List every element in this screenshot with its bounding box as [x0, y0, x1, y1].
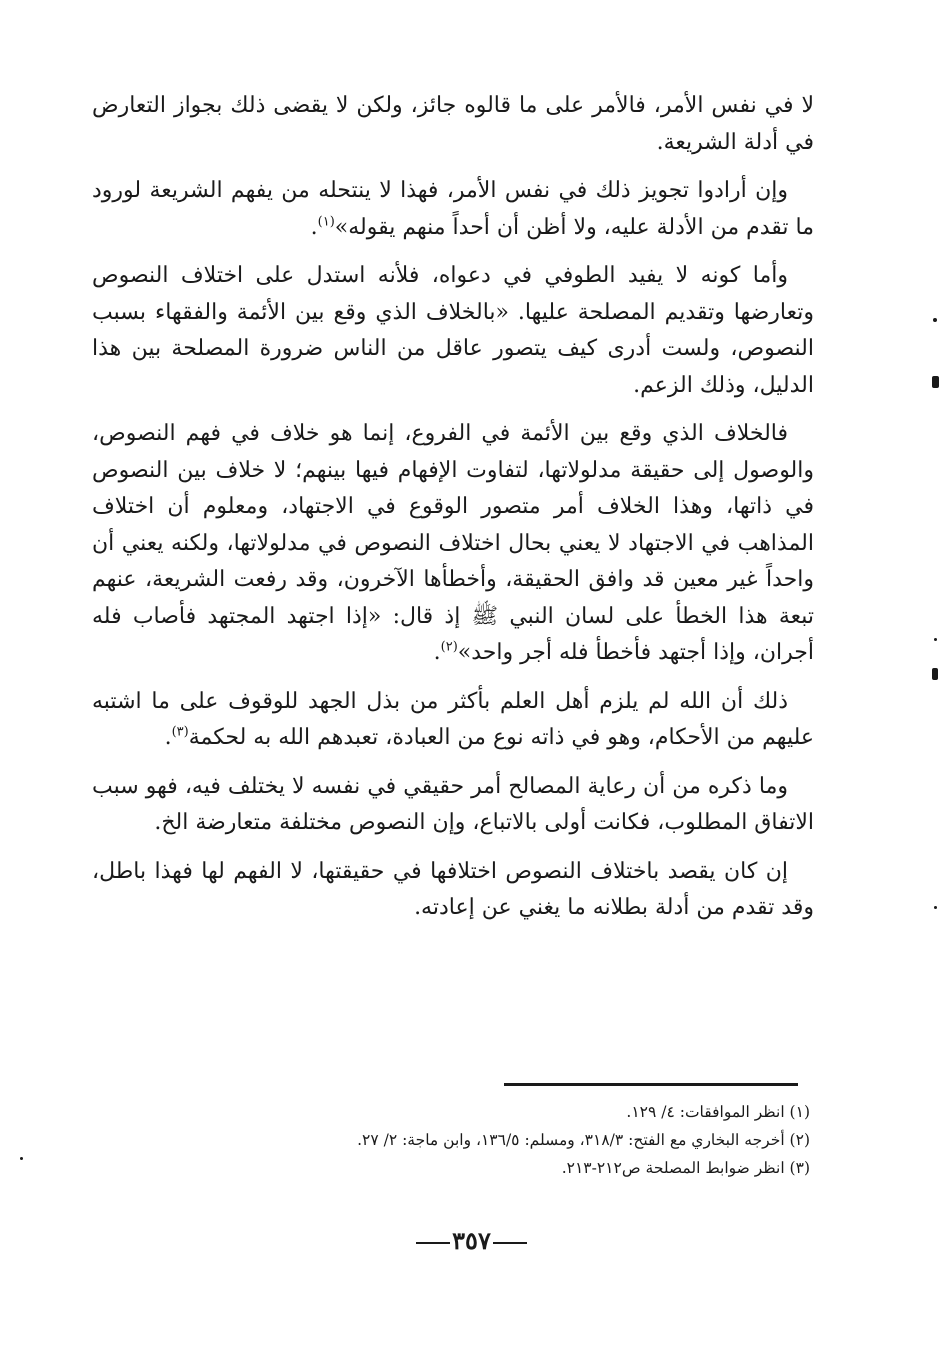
- scan-mark: [20, 1157, 23, 1160]
- footnote-separator: [504, 1083, 798, 1086]
- scan-mark: [934, 638, 937, 641]
- paragraph: فالخلاف الذي وقع بين الأئمة في الفروع، إنما هو خلاف في فهم النصوص، والوصول إلى حقيقة مدلولاتها، لتفاوت الإفهام فيها بينهم؛ لا خلاف بين النصوص في ذاتها، وهذا الخلاف أمر متصور الوقوع في الاجتهاد، ومعلوم أن اختلاف المذاهب في الاجتهاد لا يعني بحال اختلاف النصوص في مدلولاتها، ولكنه يعني أن واحداً غير معين قد وافق الحقيقة، وأخطأها الآخرون، وقد رفعت الشريعة، عنهم تبعة هذا الخطأ على لسان النبي ﷺ إذ قال: «إذا اجتهد المجتهد فأصاب فله أجران، وإذا أجتهد فأخطأ فله أجر واحد»$^{(٢)}$.: [92, 421, 814, 665]
- footnote: (٢) أخرجه البخاري مع الفتح: ٣١٨/٣، ومسلم: ١٣٦/٥، وابن ماجة: ٢/ ٢٧.: [357, 1131, 810, 1149]
- paragraph: ذلك أن الله لم يلزم أهل العلم بأكثر من بذل الجهد للوقوف على ما اشتبه عليهم من الأحكام، وهو في ذاته نوع من العبادة، تعبدهم الله به لحكمة$^{(٣)}$.: [92, 688, 814, 750]
- page-number: ٣٥٧: [0, 1226, 943, 1255]
- dash-decoration: [416, 1242, 450, 1244]
- footnote: (٣) انظر ضوابط المصلحة ص٢١٢-٢١٣.: [561, 1159, 810, 1177]
- paragraph: لا في نفس الأمر، فالأمر على ما قالوه جائز، ولكن لا يقضى ذلك بجواز التعارض في أدلة الشريعة.: [92, 93, 814, 155]
- paragraph: إن كان يقصد باختلاف النصوص اختلافها في حقيقتها، لا الفهم لها فهذا باطل، وقد تقدم من أدلة بطلانه ما يغني عن إعادته.: [92, 858, 814, 920]
- footnote-ref: (٢): [440, 639, 458, 655]
- paragraph: وأما كونه لا يفيد الطوفي في دعواه، فلأنه استدل على اختلاف النصوص وتعارضها وتقديم المصلحة عليها. «بالخلاف الذي وقع بين الأئمة والفقهاء بسبب النصوص، ولست أدرى كيف يتصور عاقل من الناس ضرورة المصلحة بين هذا الدليل، وذلك الزعم.: [92, 263, 814, 398]
- scan-mark: [934, 906, 937, 909]
- paragraph: وإن أرادوا تجويز ذلك في نفس الأمر، فهذا لا ينتحله من يفهم الشريعة لورود ما تقدم من الأدلة عليه، ولا أظن أن أحداً منهم يقوله»$^{(١)}$.: [92, 178, 814, 240]
- footnote: (١) انظر الموافقات: ٤/ ١٢٩.: [626, 1103, 810, 1121]
- scan-mark: [933, 318, 937, 322]
- footnote-ref: (٣): [171, 724, 189, 740]
- footnotes: [150, 1098, 810, 1182]
- dash-decoration: [493, 1242, 527, 1244]
- footnote-ref: (١): [317, 214, 335, 230]
- paragraph: وما ذكره من أن رعاية المصالح أمر حقيقي في نفسه لا يختلف فيه، فهو سبب الاتفاق المطلوب، فكانت أولى بالاتباع، وإن النصوص مختلفة متعارضة الخ.: [92, 773, 814, 835]
- scan-mark: [932, 376, 939, 388]
- main-text: [92, 88, 814, 939]
- scan-mark: [932, 668, 938, 680]
